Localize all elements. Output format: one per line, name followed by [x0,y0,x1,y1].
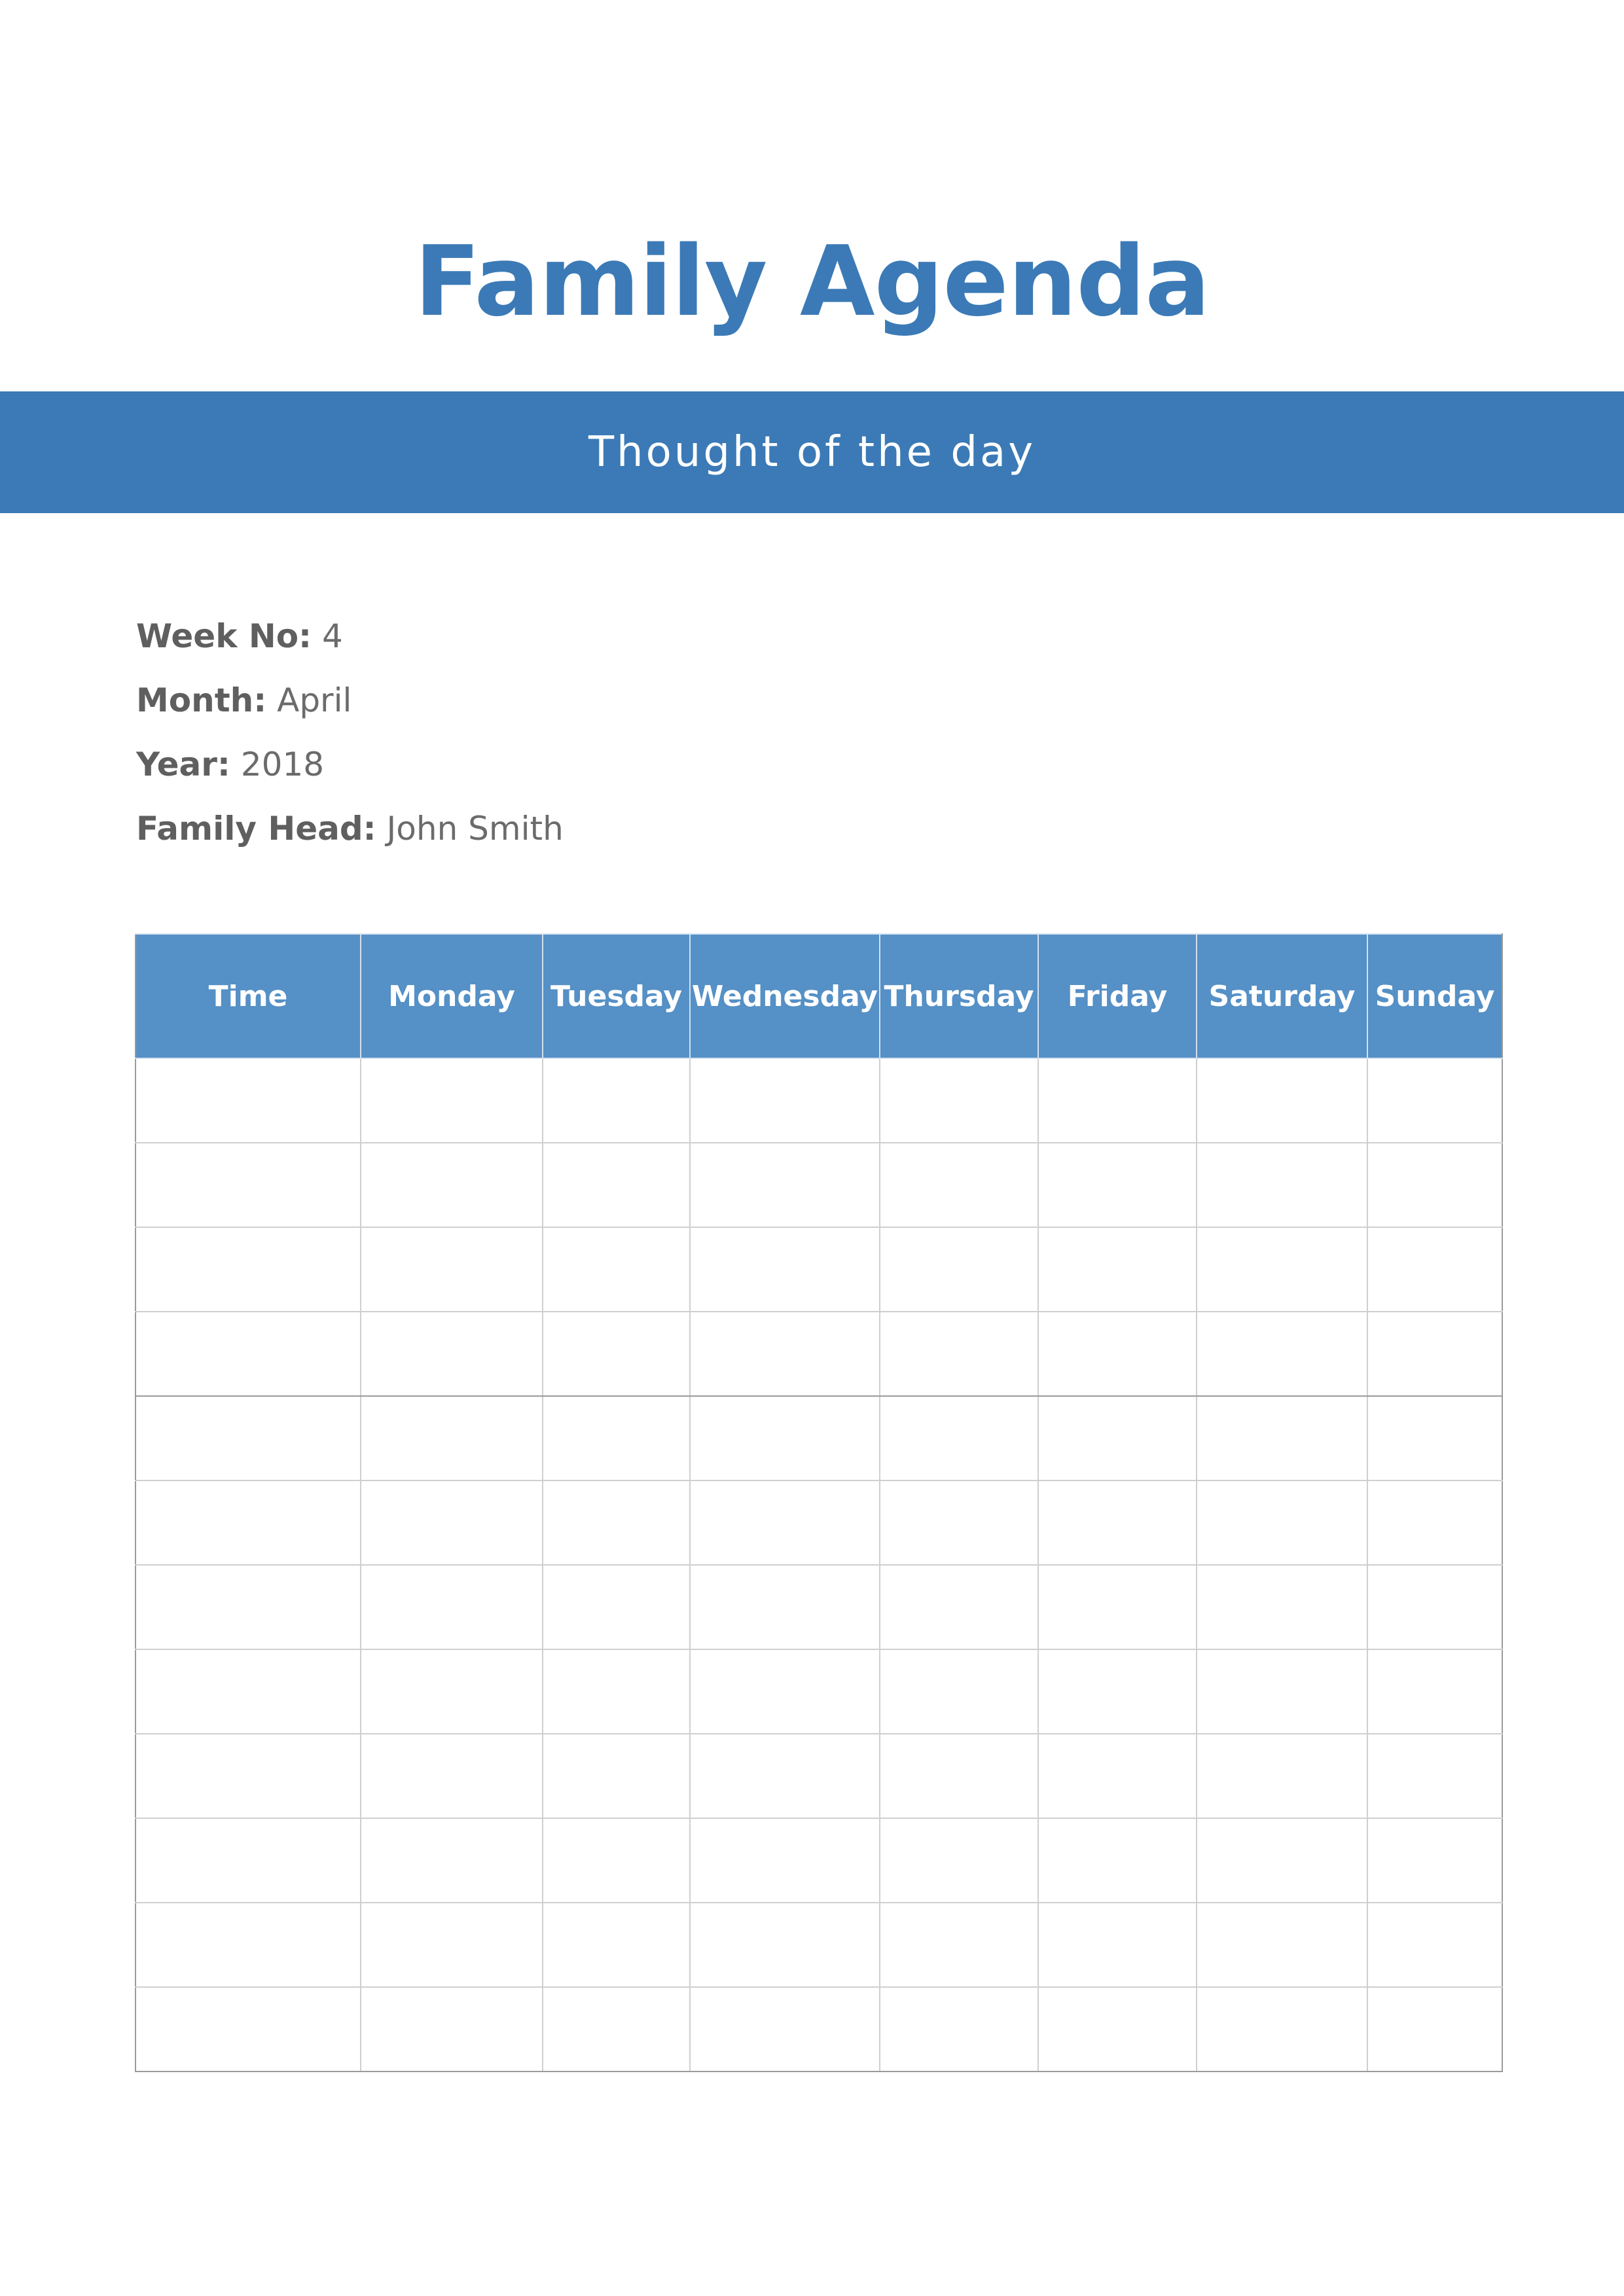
schedule-cell-time[interactable] [135,1312,361,1396]
schedule-cell-sunday[interactable] [1367,1649,1502,1734]
schedule-row [135,1649,1502,1734]
thought-banner [0,391,1624,513]
schedule-row [135,1987,1502,2072]
header-friday: Friday [1038,934,1197,1058]
month-label: Month: [136,681,267,719]
schedule-cell-time[interactable] [135,1058,361,1143]
header-wednesday: Wednesday [690,934,880,1058]
schedule-cell-sunday[interactable] [1367,1818,1502,1903]
schedule-cell-wednesday[interactable] [690,1058,880,1143]
schedule-cell-monday[interactable] [361,1818,543,1903]
schedule-row [135,1143,1502,1227]
schedule-header-row [135,934,1502,1058]
week-label: Week No: [136,617,312,655]
schedule-cell-saturday[interactable] [1197,1565,1367,1649]
year-value: 2018 [240,745,325,783]
schedule-cell-saturday[interactable] [1197,1903,1367,1987]
schedule-cell-sunday[interactable] [1367,1734,1502,1818]
schedule-cell-tuesday[interactable] [543,1396,690,1480]
schedule-cell-thursday[interactable] [880,1143,1038,1227]
schedule-cell-friday[interactable] [1038,1565,1197,1649]
thought-banner-text: Thought of the day [588,428,1036,476]
schedule-cell-sunday[interactable] [1367,1312,1502,1396]
weekly-schedule-table [135,933,1503,2072]
schedule-cell-thursday[interactable] [880,1480,1038,1565]
schedule-cell-saturday[interactable] [1197,1312,1367,1396]
schedule-cell-wednesday[interactable] [690,1903,880,1987]
month-row [136,673,564,737]
schedule-cell-wednesday[interactable] [690,1649,880,1734]
schedule-cell-time[interactable] [135,1565,361,1649]
schedule-cell-wednesday[interactable] [690,1227,880,1312]
schedule-cell-thursday[interactable] [880,1649,1038,1734]
family-head-label: Family Head: [136,810,376,848]
schedule-cell-sunday[interactable] [1367,1058,1502,1143]
schedule-cell-time[interactable] [135,1649,361,1734]
schedule-cell-sunday[interactable] [1367,1987,1502,2072]
schedule-cell-sunday[interactable] [1367,1480,1502,1565]
schedule-row [135,1058,1502,1143]
schedule-cell-thursday[interactable] [880,1987,1038,2072]
schedule-cell-saturday[interactable] [1197,1058,1367,1143]
schedule-cell-thursday[interactable] [880,1818,1038,1903]
schedule-cell-thursday[interactable] [880,1734,1038,1818]
schedule-cell-monday[interactable] [361,1565,543,1649]
schedule-cell-tuesday[interactable] [543,1649,690,1734]
schedule-cell-tuesday[interactable] [543,1734,690,1818]
schedule-row [135,1312,1502,1396]
schedule-cell-wednesday[interactable] [690,1396,880,1480]
schedule-cell-wednesday[interactable] [690,1143,880,1227]
schedule-cell-tuesday[interactable] [543,1227,690,1312]
schedule-cell-thursday[interactable] [880,1227,1038,1312]
schedule-cell-tuesday[interactable] [543,1565,690,1649]
page-title: Family Agenda [414,225,1210,338]
schedule-cell-wednesday[interactable] [690,1734,880,1818]
schedule-cell-monday[interactable] [361,1649,543,1734]
schedule-cell-saturday[interactable] [1197,1818,1367,1903]
header-thursday: Thursday [880,934,1038,1058]
schedule-cell-thursday[interactable] [880,1312,1038,1396]
schedule-cell-monday[interactable] [361,1058,543,1143]
schedule-cell-wednesday[interactable] [690,1312,880,1396]
schedule-cell-tuesday[interactable] [543,1987,690,2072]
family-head-value: John Smith [386,810,564,848]
schedule-row [135,1903,1502,1987]
header-monday: Monday [361,934,543,1058]
schedule-row [135,1818,1502,1903]
schedule-body [135,1058,1502,2072]
schedule-cell-friday[interactable] [1038,1143,1197,1227]
schedule-cell-tuesday[interactable] [543,1143,690,1227]
schedule-cell-time[interactable] [135,1903,361,1987]
header-saturday: Saturday [1197,934,1367,1058]
schedule-cell-wednesday[interactable] [690,1565,880,1649]
schedule-cell-friday[interactable] [1038,1227,1197,1312]
schedule-cell-monday[interactable] [361,1227,543,1312]
schedule-row [135,1227,1502,1312]
schedule-cell-saturday[interactable] [1197,1143,1367,1227]
schedule-cell-tuesday[interactable] [543,1818,690,1903]
schedule-cell-saturday[interactable] [1197,1396,1367,1480]
schedule-cell-monday[interactable] [361,1312,543,1396]
week-row [136,609,564,673]
schedule-cell-thursday[interactable] [880,1903,1038,1987]
header-time: Time [135,934,361,1058]
schedule-cell-sunday[interactable] [1367,1903,1502,1987]
schedule-cell-time[interactable] [135,1818,361,1903]
schedule-cell-tuesday[interactable] [543,1903,690,1987]
schedule-cell-friday[interactable] [1038,1903,1197,1987]
schedule-cell-saturday[interactable] [1197,1227,1367,1312]
schedule-cell-sunday[interactable] [1367,1143,1502,1227]
header-sunday: Sunday [1367,934,1502,1058]
schedule-cell-time[interactable] [135,1480,361,1565]
schedule-cell-wednesday[interactable] [690,1818,880,1903]
schedule-cell-wednesday[interactable] [690,1987,880,2072]
schedule-cell-friday[interactable] [1038,1818,1197,1903]
schedule-cell-friday[interactable] [1038,1058,1197,1143]
header-tuesday: Tuesday [543,934,690,1058]
schedule-cell-monday[interactable] [361,1734,543,1818]
schedule-cell-tuesday[interactable] [543,1312,690,1396]
schedule-cell-saturday[interactable] [1197,1480,1367,1565]
schedule-cell-friday[interactable] [1038,1987,1197,2072]
schedule-cell-sunday[interactable] [1367,1227,1502,1312]
schedule-cell-thursday[interactable] [880,1396,1038,1480]
family-head-row [136,801,564,865]
schedule-cell-time[interactable] [135,1987,361,2072]
month-value: April [277,681,352,719]
schedule-cell-saturday[interactable] [1197,1987,1367,2072]
schedule-cell-monday[interactable] [361,1143,543,1227]
schedule-cell-time[interactable] [135,1143,361,1227]
year-row [136,737,564,801]
schedule-cell-friday[interactable] [1038,1734,1197,1818]
schedule-cell-friday[interactable] [1038,1480,1197,1565]
schedule-row [135,1565,1502,1649]
schedule-cell-tuesday[interactable] [543,1058,690,1143]
schedule-row [135,1734,1502,1818]
schedule-cell-time[interactable] [135,1396,361,1480]
schedule-row [135,1396,1502,1480]
schedule-cell-saturday[interactable] [1197,1734,1367,1818]
schedule-cell-sunday[interactable] [1367,1396,1502,1480]
schedule-cell-time[interactable] [135,1227,361,1312]
agenda-info [136,609,564,865]
schedule-cell-sunday[interactable] [1367,1565,1502,1649]
schedule-row [135,1480,1502,1565]
schedule-cell-thursday[interactable] [880,1058,1038,1143]
schedule-cell-thursday[interactable] [880,1565,1038,1649]
schedule-cell-monday[interactable] [361,1396,543,1480]
schedule-cell-saturday[interactable] [1197,1649,1367,1734]
year-label: Year: [136,745,230,783]
schedule-cell-time[interactable] [135,1734,361,1818]
schedule-cell-wednesday[interactable] [690,1480,880,1565]
schedule-cell-friday[interactable] [1038,1649,1197,1734]
schedule-cell-tuesday[interactable] [543,1480,690,1565]
week-value: 4 [321,617,343,655]
schedule-cell-monday[interactable] [361,1480,543,1565]
schedule-cell-friday[interactable] [1038,1396,1197,1480]
schedule-cell-monday[interactable] [361,1903,543,1987]
schedule-cell-monday[interactable] [361,1987,543,2072]
schedule-cell-friday[interactable] [1038,1312,1197,1396]
